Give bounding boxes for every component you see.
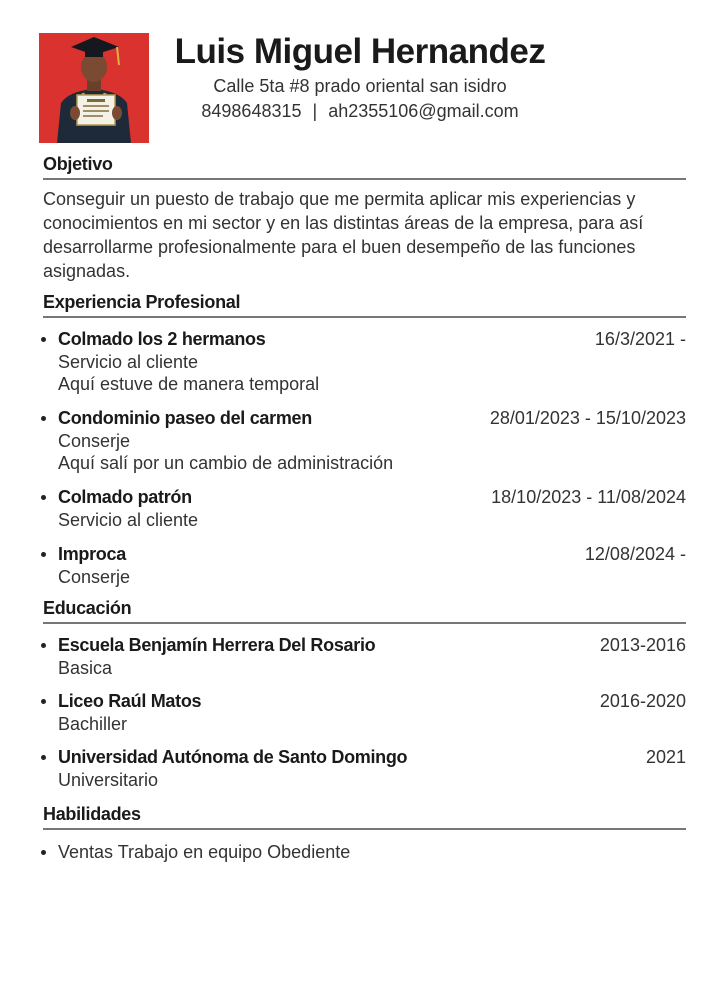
experience-company: Improca (58, 544, 126, 564)
experience-dates: 18/10/2023 - 11/08/2024 (491, 487, 686, 507)
education-title: Educación (43, 596, 686, 624)
skills-item (43, 841, 686, 863)
candidate-name: Luis Miguel Hernandez (174, 32, 546, 71)
experience-role: Conserje (58, 431, 131, 451)
skills-title: Habilidades (43, 802, 686, 830)
education-item (43, 690, 686, 735)
education-section (43, 596, 686, 791)
contact-separator: | (312, 101, 318, 121)
experience-role: Servicio al cliente (58, 352, 199, 372)
experience-section (43, 290, 686, 588)
education-school: Escuela Benjamín Herrera Del Rosario (58, 635, 376, 655)
objective-title: Objetivo (43, 152, 686, 180)
experience-company: Colmado los 2 hermanos (58, 329, 266, 349)
experience-role: Servicio al cliente (58, 510, 199, 530)
education-school: Universidad Autónoma de Santo Domingo (58, 747, 408, 767)
experience-dates: 16/3/2021 - (594, 329, 686, 349)
education-level: Bachiller (58, 714, 128, 734)
experience-title: Experiencia Profesional (43, 290, 686, 318)
experience-dates: 28/01/2023 - 15/10/2023 (489, 408, 686, 428)
phone-number: 8498648315 (201, 101, 302, 121)
experience-role: Conserje (58, 567, 131, 587)
candidate-address: Calle 5ta #8 prado oriental san isidro (213, 76, 507, 96)
education-years: 2016-2020 (599, 691, 686, 711)
experience-item (43, 328, 686, 395)
email-address: ah2355106@gmail.com (328, 101, 519, 121)
experience-item (43, 543, 686, 588)
profile-photo (39, 33, 149, 143)
experience-company: Condominio paseo del carmen (58, 408, 312, 428)
objective-section (43, 152, 686, 283)
contact-line (150, 99, 570, 124)
skills-section (43, 802, 686, 863)
experience-item (43, 407, 686, 474)
experience-note: Aquí estuve de manera temporal (58, 374, 320, 394)
graduate-portrait-icon (39, 33, 149, 143)
skills-text: Ventas Trabajo en equipo Obediente (58, 842, 351, 862)
education-item (43, 634, 686, 679)
education-level: Universitario (58, 770, 159, 790)
experience-dates: 12/08/2024 - (584, 544, 686, 564)
education-years: 2013-2016 (599, 635, 686, 655)
education-years: 2021 (645, 747, 686, 767)
education-school: Liceo Raúl Matos (58, 691, 202, 711)
education-level: Basica (58, 658, 113, 678)
experience-company: Colmado patrón (58, 487, 192, 507)
education-item (43, 746, 686, 791)
experience-item (43, 486, 686, 531)
resume-header (150, 30, 570, 124)
objective-text: Conseguir un puesto de trabajo que me permita aplicar mis experiencias y conocimientos en mi sector y en las distintas áreas de la empresa, para así desarrollarme profesionalmente para el buen desempeño de las funciones asignadas. (43, 189, 644, 281)
experience-note: Aquí salí por un cambio de administración (58, 453, 394, 473)
